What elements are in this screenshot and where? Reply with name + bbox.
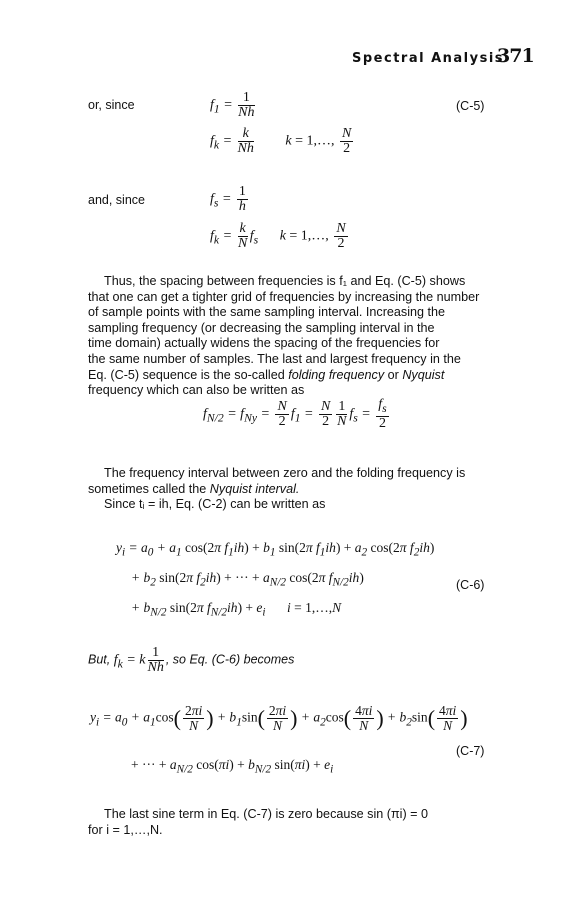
equation-fk: $f_k$ = $\frac{k}{Nh}$ k = 1,…, $\frac{N}{2}$ (210, 126, 352, 156)
eq-number-c6: (C-6) (456, 578, 485, 592)
eq-number-c5: (C-5) (456, 99, 485, 113)
and-since-label: and, since (88, 193, 145, 207)
equation-c6-line2: + $b_2$ sin(2π $f_2ih$) + ··· + $a_{N/2}$ cos(2π $f_{N/2}ih$) (131, 570, 364, 589)
paragraph-nyquist-interval: The frequency interval between zero and the folding frequency is sometimes called the Nyquist interval. Since tᵢ = ih, Eq. (C-2) can be written as (88, 466, 466, 512)
page-number: 371 (497, 45, 534, 67)
eq-number-c7: (C-7) (456, 744, 485, 758)
running-header-title: Spectral Analysis (352, 51, 505, 66)
paragraph-spacing: Thus, the spacing between frequencies is f₁ and Eq. (C-5) shows that one can get a tighter grid of frequencies by increasing the number of sample points with the same sampling interval. Increasing the sampling frequency (or decreasing the sampling interval in the time domain) actually widens the spacing of the frequencies for the same number of samples. The last and largest frequency in the Eq. (C-5) sequence is the so-called folding frequency or Nyquist frequency which can also be written as (88, 274, 480, 398)
equation-f1: $f_1$ = $\frac{1}{Nh}$ (210, 90, 255, 120)
paragraph-last-sine: The last sine term in Eq. (C-7) is zero because sin (πi) = 0 for i = 1,…,N. (88, 807, 429, 837)
equation-fk-fs: $f_k$ = $\frac{k}{N}$ $f_s$ k = 1,…, $\frac{N}{2}$ (210, 221, 346, 251)
equation-nyquist: $f_{N/2} = f_{Ny}$ = $\frac{N}{2}$ $f_1$ = $\frac{N}{2}$ $\frac{1}{N}$ $f_s$ = $\frac{f_s}{2}$ (203, 397, 387, 431)
or-since-label: or, since (88, 98, 135, 112)
equation-fs: $f_s$ = $\frac{1}{h}$ (210, 184, 246, 214)
equation-but-fk: But, $f_k = k$ $\frac{1}{Nh}$ , so Eq. (C-6) becomes (88, 645, 295, 675)
equation-c6-line3: + $b_{N/2}$ sin(2π $f_{N/2}ih) + e_i$ i = 1,…,N (131, 600, 342, 619)
equation-c6-line1: $y_i = a_0 + a_1$ cos(2π $f_1ih) + b_1$ sin(2π $f_1ih) + a_2$ cos(2π $f_2ih$) (116, 540, 435, 559)
equation-c7-line1: $y_i = a_0 + a_1\cos$( $\frac{2\pi i}{N}$ ) + $b_1\sin$( $\frac{2\pi i}{N}$ ) + $a_2\cos$( $\frac{4\pi i}{N}$ ) + $b_2\sin$( $\frac{4\pi i}{N}$ ) (90, 703, 468, 733)
equation-c7-line2: + ··· + $a_{N/2}$ $\cos(\pi i) + b_{N/2}$ $\sin(\pi i) + e_i$ (131, 757, 334, 776)
